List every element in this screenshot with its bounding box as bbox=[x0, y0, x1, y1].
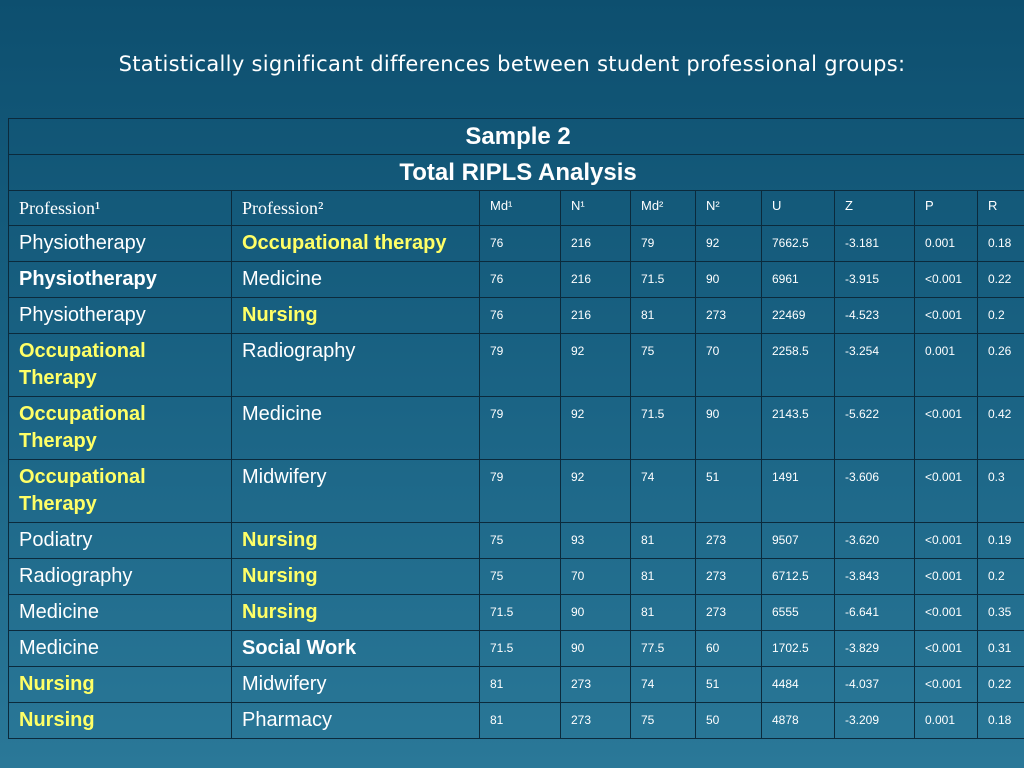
profession-2-cell: Midwifery bbox=[232, 460, 480, 523]
p-cell: 0.001 bbox=[915, 334, 978, 397]
md2-cell: 81 bbox=[631, 523, 696, 559]
n2-cell: 51 bbox=[696, 667, 762, 703]
md2-cell: 74 bbox=[631, 460, 696, 523]
profession-1-cell: Nursing bbox=[9, 667, 232, 703]
z-cell: -3.843 bbox=[835, 559, 915, 595]
u-cell: 22469 bbox=[762, 298, 835, 334]
z-cell: -3.606 bbox=[835, 460, 915, 523]
n2-cell: 70 bbox=[696, 334, 762, 397]
n2-cell: 90 bbox=[696, 262, 762, 298]
n1-cell: 90 bbox=[561, 631, 631, 667]
table-row bbox=[9, 559, 1024, 595]
md2-cell: 79 bbox=[631, 226, 696, 262]
n2-cell: 273 bbox=[696, 523, 762, 559]
profession-1-cell: Medicine bbox=[9, 631, 232, 667]
md1-cell: 75 bbox=[480, 523, 561, 559]
table-row bbox=[9, 703, 1024, 739]
z-cell: -3.254 bbox=[835, 334, 915, 397]
table-row bbox=[9, 460, 1024, 523]
n1-cell: 92 bbox=[561, 334, 631, 397]
header-r: R bbox=[978, 191, 1024, 226]
n2-cell: 273 bbox=[696, 298, 762, 334]
header-n2: N² bbox=[696, 191, 762, 226]
profession-2-cell: Social Work bbox=[232, 631, 480, 667]
profession-2-cell: Nursing bbox=[232, 559, 480, 595]
table-row bbox=[9, 226, 1024, 262]
r-cell: 0.26 bbox=[978, 334, 1024, 397]
p-cell: <0.001 bbox=[915, 667, 978, 703]
analysis-label: Total RIPLS Analysis bbox=[9, 155, 1024, 191]
u-cell: 2143.5 bbox=[762, 397, 835, 460]
r-cell: 0.31 bbox=[978, 631, 1024, 667]
r-cell: 0.22 bbox=[978, 667, 1024, 703]
md1-cell: 71.5 bbox=[480, 595, 561, 631]
header-profession-2: Profession² bbox=[232, 191, 480, 226]
md2-cell: 77.5 bbox=[631, 631, 696, 667]
md1-cell: 76 bbox=[480, 262, 561, 298]
table-row bbox=[9, 298, 1024, 334]
profession-1-cell: Radiography bbox=[9, 559, 232, 595]
r-cell: 0.42 bbox=[978, 397, 1024, 460]
table-row bbox=[9, 595, 1024, 631]
profession-2-cell: Radiography bbox=[232, 334, 480, 397]
p-cell: <0.001 bbox=[915, 298, 978, 334]
header-p: P bbox=[915, 191, 978, 226]
n1-cell: 216 bbox=[561, 262, 631, 298]
md2-cell: 81 bbox=[631, 298, 696, 334]
header-profession-1: Profession¹ bbox=[9, 191, 232, 226]
p-cell: <0.001 bbox=[915, 559, 978, 595]
profession-2-cell: Nursing bbox=[232, 523, 480, 559]
md1-cell: 79 bbox=[480, 397, 561, 460]
z-cell: -3.915 bbox=[835, 262, 915, 298]
profession-2-cell: Midwifery bbox=[232, 667, 480, 703]
md2-cell: 74 bbox=[631, 667, 696, 703]
z-cell: -3.181 bbox=[835, 226, 915, 262]
u-cell: 9507 bbox=[762, 523, 835, 559]
table-row bbox=[9, 334, 1024, 397]
slide-title: Statistically significant differences between student professional groups: bbox=[118, 52, 906, 76]
profession-2-cell: Nursing bbox=[232, 298, 480, 334]
profession-1-cell: Nursing bbox=[9, 703, 232, 739]
r-cell: 0.18 bbox=[978, 226, 1024, 262]
r-cell: 0.19 bbox=[978, 523, 1024, 559]
u-cell: 6555 bbox=[762, 595, 835, 631]
n1-cell: 92 bbox=[561, 460, 631, 523]
z-cell: -3.829 bbox=[835, 631, 915, 667]
table-row bbox=[9, 667, 1024, 703]
md2-cell: 71.5 bbox=[631, 262, 696, 298]
profession-1-cell: Podiatry bbox=[9, 523, 232, 559]
u-cell: 4484 bbox=[762, 667, 835, 703]
profession-1-cell: Medicine bbox=[9, 595, 232, 631]
p-cell: <0.001 bbox=[915, 595, 978, 631]
n2-cell: 92 bbox=[696, 226, 762, 262]
u-cell: 6961 bbox=[762, 262, 835, 298]
header-md1: Md¹ bbox=[480, 191, 561, 226]
n2-cell: 273 bbox=[696, 595, 762, 631]
u-cell: 7662.5 bbox=[762, 226, 835, 262]
header-md2: Md² bbox=[631, 191, 696, 226]
n2-cell: 90 bbox=[696, 397, 762, 460]
profession-1-cell: Physiotherapy bbox=[9, 262, 232, 298]
md2-cell: 75 bbox=[631, 703, 696, 739]
p-cell: 0.001 bbox=[915, 703, 978, 739]
n1-cell: 90 bbox=[561, 595, 631, 631]
md2-cell: 75 bbox=[631, 334, 696, 397]
profession-1-cell: Occupational Therapy bbox=[9, 334, 232, 397]
md2-cell: 71.5 bbox=[631, 397, 696, 460]
md1-cell: 76 bbox=[480, 226, 561, 262]
p-cell: <0.001 bbox=[915, 262, 978, 298]
md1-cell: 79 bbox=[480, 334, 561, 397]
r-cell: 0.18 bbox=[978, 703, 1024, 739]
r-cell: 0.3 bbox=[978, 460, 1024, 523]
z-cell: -3.620 bbox=[835, 523, 915, 559]
md1-cell: 81 bbox=[480, 667, 561, 703]
z-cell: -5.622 bbox=[835, 397, 915, 460]
md1-cell: 81 bbox=[480, 703, 561, 739]
profession-2-cell: Nursing bbox=[232, 595, 480, 631]
u-cell: 6712.5 bbox=[762, 559, 835, 595]
n1-cell: 93 bbox=[561, 523, 631, 559]
md2-cell: 81 bbox=[631, 595, 696, 631]
md2-cell: 81 bbox=[631, 559, 696, 595]
n1-cell: 216 bbox=[561, 298, 631, 334]
z-cell: -4.523 bbox=[835, 298, 915, 334]
n1-cell: 273 bbox=[561, 703, 631, 739]
n2-cell: 60 bbox=[696, 631, 762, 667]
header-n1: N¹ bbox=[561, 191, 631, 226]
analysis-row bbox=[9, 155, 1024, 191]
n2-cell: 51 bbox=[696, 460, 762, 523]
u-cell: 2258.5 bbox=[762, 334, 835, 397]
r-cell: 0.35 bbox=[978, 595, 1024, 631]
z-cell: -3.209 bbox=[835, 703, 915, 739]
n2-cell: 50 bbox=[696, 703, 762, 739]
p-cell: <0.001 bbox=[915, 523, 978, 559]
profession-1-cell: Physiotherapy bbox=[9, 226, 232, 262]
table-row bbox=[9, 262, 1024, 298]
sample-label: Sample 2 bbox=[9, 119, 1024, 155]
n2-cell: 273 bbox=[696, 559, 762, 595]
n1-cell: 273 bbox=[561, 667, 631, 703]
p-cell: <0.001 bbox=[915, 460, 978, 523]
n1-cell: 70 bbox=[561, 559, 631, 595]
md1-cell: 79 bbox=[480, 460, 561, 523]
header-row bbox=[9, 191, 1024, 226]
z-cell: -4.037 bbox=[835, 667, 915, 703]
header-u: U bbox=[762, 191, 835, 226]
profession-2-cell: Medicine bbox=[232, 262, 480, 298]
table-row bbox=[9, 523, 1024, 559]
md1-cell: 75 bbox=[480, 559, 561, 595]
ripls-results-table bbox=[8, 118, 1024, 739]
table-row bbox=[9, 631, 1024, 667]
table-row bbox=[9, 397, 1024, 460]
profession-1-cell: Occupational Therapy bbox=[9, 397, 232, 460]
u-cell: 1702.5 bbox=[762, 631, 835, 667]
p-cell: <0.001 bbox=[915, 397, 978, 460]
u-cell: 4878 bbox=[762, 703, 835, 739]
sample-row bbox=[9, 119, 1024, 155]
n1-cell: 92 bbox=[561, 397, 631, 460]
r-cell: 0.2 bbox=[978, 298, 1024, 334]
n1-cell: 216 bbox=[561, 226, 631, 262]
r-cell: 0.22 bbox=[978, 262, 1024, 298]
profession-1-cell: Physiotherapy bbox=[9, 298, 232, 334]
p-cell: <0.001 bbox=[915, 631, 978, 667]
u-cell: 1491 bbox=[762, 460, 835, 523]
z-cell: -6.641 bbox=[835, 595, 915, 631]
r-cell: 0.2 bbox=[978, 559, 1024, 595]
profession-2-cell: Occupational therapy bbox=[232, 226, 480, 262]
p-cell: 0.001 bbox=[915, 226, 978, 262]
profession-2-cell: Pharmacy bbox=[232, 703, 480, 739]
md1-cell: 71.5 bbox=[480, 631, 561, 667]
profession-1-cell: Occupational Therapy bbox=[9, 460, 232, 523]
profession-2-cell: Medicine bbox=[232, 397, 480, 460]
md1-cell: 76 bbox=[480, 298, 561, 334]
header-z: Z bbox=[835, 191, 915, 226]
